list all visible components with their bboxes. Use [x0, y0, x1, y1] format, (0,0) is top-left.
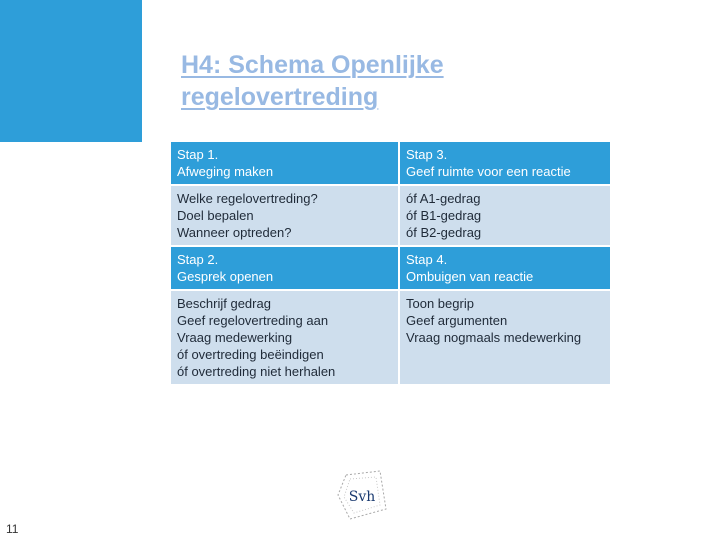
- svh-logo: [336, 469, 388, 521]
- cell-line: Welke regelovertreding?: [177, 191, 318, 206]
- cell-line: Stap 1.: [177, 147, 219, 162]
- step-header-cell-left: [170, 141, 399, 185]
- cell-line: Gesprek openen: [177, 269, 274, 284]
- step-header-row: [170, 141, 611, 185]
- cell-line: Stap 2.: [177, 252, 219, 267]
- step-header-cell-right: [399, 141, 611, 185]
- cell-line: Geef regelovertreding aan: [177, 313, 329, 328]
- cell-line: Vraag nogmaals medewerking: [406, 330, 582, 345]
- cell-line: Beschrijf gedrag: [177, 296, 271, 311]
- step-detail-row: [170, 185, 611, 246]
- cell-line: Stap 3.: [406, 147, 448, 162]
- step-header-row: [170, 246, 611, 290]
- cell-line: óf A1-gedrag: [406, 191, 481, 206]
- page-number: 11: [6, 522, 19, 536]
- schema-table: [169, 140, 612, 386]
- cell-line: Toon begrip: [406, 296, 474, 311]
- step-detail-cell-right: [399, 290, 611, 385]
- step-header-cell-right: [399, 246, 611, 290]
- cell-line: Geef ruimte voor een reactie: [406, 164, 571, 179]
- cell-line: Afweging maken: [177, 164, 274, 179]
- cell-line: óf B2-gedrag: [406, 225, 482, 240]
- accent-bar: [0, 0, 142, 142]
- cell-line: Doel bepalen: [177, 208, 254, 223]
- cell-line: Ombuigen van reactie: [406, 269, 534, 284]
- step-detail-cell-left: [170, 185, 399, 246]
- cell-line: Vraag medewerking: [177, 330, 293, 345]
- cell-line: óf overtreding beëindigen: [177, 347, 324, 362]
- step-detail-row: [170, 290, 611, 385]
- cell-line: óf overtreding niet herhalen: [177, 364, 336, 379]
- logo-text: Svh: [348, 489, 376, 505]
- title-line-1: H4: Schema Openlijke: [181, 51, 444, 79]
- step-header-cell-left: [170, 246, 399, 290]
- step-detail-cell-left: [170, 290, 399, 385]
- cell-line: óf B1-gedrag: [406, 208, 482, 223]
- cell-line: Wanneer optreden?: [177, 225, 292, 240]
- step-detail-cell-right: [399, 185, 611, 246]
- cell-line: Geef argumenten: [406, 313, 508, 328]
- cell-line: Stap 4.: [406, 252, 448, 267]
- slide-title: [181, 49, 601, 113]
- title-line-2: regelovertreding: [181, 83, 379, 111]
